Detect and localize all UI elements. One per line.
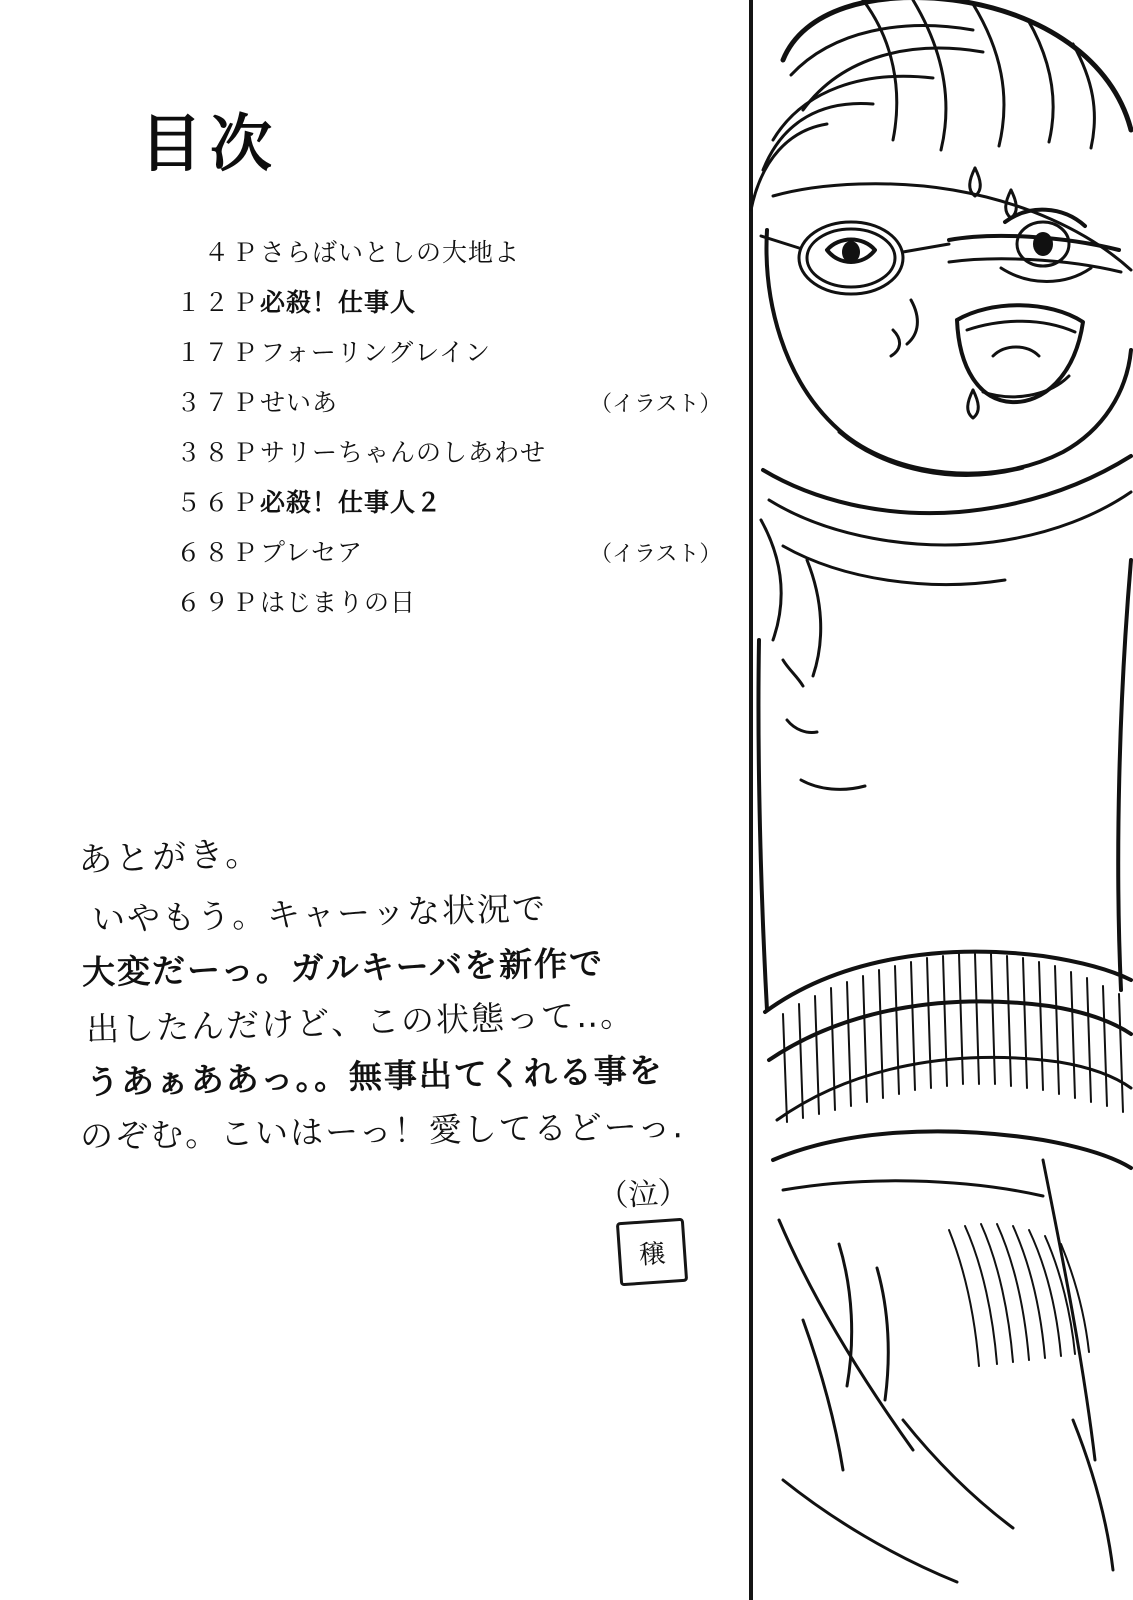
toc-entry-note: （イラスト）: [590, 392, 722, 418]
afterword-signature: （泣）: [597, 1175, 690, 1215]
toc-entry-title: 必殺！仕事人: [260, 288, 417, 318]
afterword-section: [78, 820, 738, 1284]
toc-entry-note: [590, 276, 760, 326]
table-of-contents: [140, 107, 760, 626]
toc-entry-title: さらばいとしの大地よ: [260, 238, 521, 268]
toc-page-number: ３８Ｐ: [175, 438, 260, 468]
toc-entry-title: はじまりの日: [260, 588, 417, 618]
toc-entry-note: [590, 576, 760, 626]
toc-page-number: ６８Ｐ: [175, 538, 260, 568]
afterword-line: いやもう。キャーッな状況で: [91, 888, 548, 939]
table-row[interactable]: [140, 526, 760, 576]
toc-entry-note: [590, 426, 760, 476]
illustration-panel: [743, 0, 1133, 1600]
artist-stamp: 穣: [616, 1218, 688, 1287]
afterword-line: うあぁああっ。。無事出てくれる事を: [85, 1050, 665, 1102]
toc-entry-title: 必殺！仕事人２: [260, 488, 443, 518]
toc-entry-note: [590, 226, 760, 276]
toc-page-number: ６９Ｐ: [175, 588, 260, 618]
toc-entry-title: フォーリングレイン: [260, 338, 492, 368]
toc-page-number: ５６Ｐ: [175, 488, 260, 518]
toc-entry-title: プレセア: [260, 538, 364, 568]
toc-entry-title: サリーちゃんのしあわせ: [260, 438, 547, 468]
table-row[interactable]: [140, 476, 760, 526]
toc-page-number: ４Ｐ: [203, 238, 260, 268]
manga-girl-illustration: [743, 0, 1133, 1600]
afterword-line: 出したんだけど、この状態って‥。: [85, 994, 636, 1050]
toc-entry-note: [590, 476, 760, 526]
afterword-heading: あとがき。: [77, 833, 263, 881]
afterword-line: のぞむ。こいはーっ！愛してるどーっ.: [79, 1105, 686, 1156]
table-row[interactable]: [140, 226, 760, 276]
table-row[interactable]: [140, 276, 760, 326]
table-row[interactable]: [140, 576, 760, 626]
toc-table: [140, 226, 760, 626]
toc-page-number: １２Ｐ: [175, 288, 260, 318]
page-title: 目次: [140, 107, 281, 180]
table-row[interactable]: [140, 326, 760, 376]
toc-entry-note: [590, 326, 760, 376]
toc-page-number: ３７Ｐ: [175, 388, 260, 418]
toc-entry-note: （イラスト）: [590, 542, 722, 568]
table-row[interactable]: [140, 426, 760, 476]
afterword-line: 大変だーっ。ガルキーバを新作で: [81, 943, 605, 992]
toc-page-number: １７Ｐ: [175, 338, 260, 368]
toc-entry-title: せいあ: [260, 388, 339, 418]
table-row[interactable]: [140, 376, 760, 426]
